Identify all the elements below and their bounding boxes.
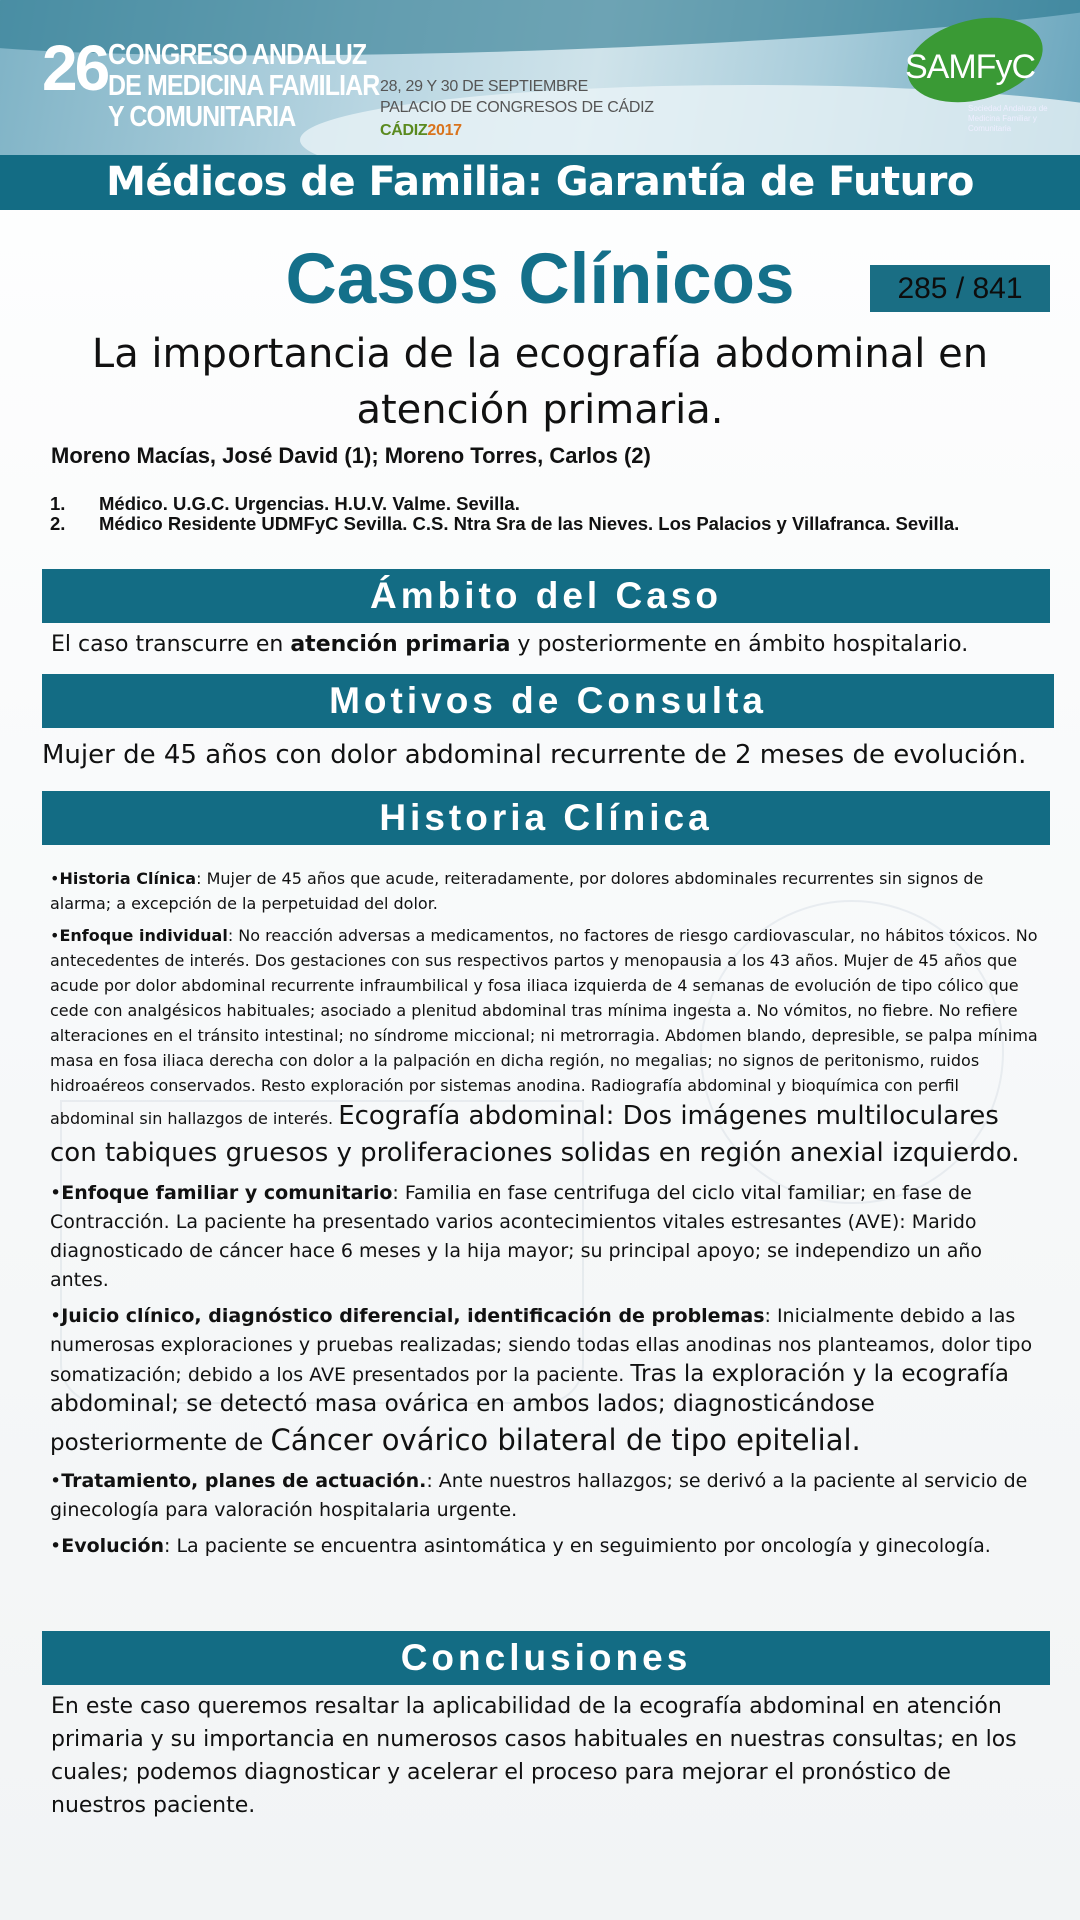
congress-title [108, 40, 379, 133]
paragraph-text: : Inicialmente debido a las numerosas exploraciones y pruebas realizadas; siendo todas ellas anodinas nos planteamos, dolor tipo somatización; debido a los AVE presentados por la paciente. [50, 1305, 1033, 1386]
paragraph-text: : Mujer de 45 años que acude, reiteradamente, por dolores abdominales recurrentes sin signos de alarma; a excepción de la perpetuidad del dolor. [50, 869, 984, 913]
historia-body [50, 866, 1040, 1568]
paragraph-highlight: Cáncer ovárico bilateral de tipo epitelial. [270, 1423, 861, 1457]
affiliation-item [50, 494, 1030, 514]
motivos-text: Mujer de 45 años con dolor abdominal recurrente de 2 meses de evolución. [42, 740, 1027, 770]
section-heading-historia: Historia Clínica [42, 791, 1050, 845]
paragraph-text: : No reacción adversas a medicamentos, no factores de riesgo cardiovascular, no hábitos tóxicos. No antecedentes de interés. Dos gestaciones con sus respectivos partos y menopausia a los 43 años. Mujer de 45 años que acude por dolor abdominal recurrente infraumbilical y fosa iliaca izquierda de 4 semanas de evolución de tipo cólico que cede con analgésicos habituales; asociado a plenitud abdominal tras mínima ingesta a. No vómitos, no fiebre. No refiere alteraciones en el tránsito intestinal; no síndrome miccional; ni metrorragia. Abdomen blando, depresible, se palpa mínima masa en fosa iliaca derecha con dolor a la palpación en dicha región, no megalias; no signos de peritonismo, ruidos hidroaéreos conservados. Resto exploración por sistemas anodina. Radiografía abdominal y bioquímica con perfil abdominal sin hallazgos de interés. [50, 926, 1038, 1128]
tagline: Médicos de Familia: Garantía de Futuro [106, 159, 974, 205]
historia-paragraph: •Historia Clínica: Mujer de 45 años que acude, reiteradamente, por dolores abdominales recurrentes sin signos de alarma; a excepción de la perpetuidad del dolor. [50, 869, 984, 913]
paragraph-highlight: Ecografía abdominal: Dos imágenes multiloculares con tabiques gruesos y proliferaciones solidas en región anexial izquierdo. [50, 1101, 1020, 1168]
congress-number: 26 [42, 32, 108, 104]
paragraph-text: Tras la exploración y la ecografía abdominal; se detectó masa ovárica en ambos lados; diagnosticándose posteriormente de [50, 1361, 1009, 1456]
affiliation-text: Médico. U.G.C. Urgencias. H.U.V. Valme. Sevilla. [99, 493, 520, 514]
samfyc-logo-subtitle: Sociedad Andaluza de Medicina Familiar y Comunitaria [968, 104, 1048, 133]
historia-paragraph: •Enfoque individual: No reacción adversas a medicamentos, no factores de riesgo cardiovascular, no hábitos tóxicos. No antecedentes de interés. Dos gestaciones con sus respectivos partos y menopausia a los 43 años. Mujer de 45 años que acude por dolor abdominal recurrente infraumbilical y fosa iliaca izquierda de 4 semanas de evolución de tipo cólico que cede con analgésicos habituales; asociado a plenitud abdominal tras mínima ingesta a. No vómitos, no fiebre. No refiere alteraciones en el tránsito intestinal; no síndrome miccional; ni metrorragia. Abdomen blando, depresible, se palpa mínima masa en fosa iliaca derecha con dolor a la palpación en dicha región, no megalias; no signos de peritonismo, ruidos hidroaéreos conservados. Resto exploración por sistemas anodina. Radiografía abdominal y bioquímica con perfil abdominal sin hallazgos de interés. Ecografía abdominal: Dos imágenes multiloculares con tabiques gruesos y proliferaciones solidas en región anexial izquierdo. [50, 926, 1038, 1168]
paragraph-text: : Ante nuestros hallazgos; se derivó a la paciente al servicio de ginecología para valoración hospitalaria urgente. [50, 1470, 1028, 1521]
authors: Moreno Macías, José David (1); Moreno Torres, Carlos (2) [51, 443, 651, 468]
paragraph-label: Enfoque individual [59, 926, 228, 945]
section-heading-conclusiones: Conclusiones [42, 1631, 1050, 1685]
paragraph-label: Historia Clínica [59, 869, 197, 888]
paragraph-text: : La paciente se encuentra asintomática y en seguimiento por oncología y ginecología. [164, 1535, 991, 1557]
congress-city [380, 122, 462, 140]
historia-paragraph: •Evolución: La paciente se encuentra asintomática y en seguimiento por oncología y ginecología. [50, 1535, 991, 1557]
historia-paragraph: •Juicio clínico, diagnóstico diferencial, identificación de problemas: Inicialmente debido a las numerosas exploraciones y pruebas realizadas; siendo todas ellas anodinas nos planteamos, dolor tipo somatización; debido a los AVE presentados por la paciente. Tras la exploración y la ecografía abdominal; se detectó masa ovárica en ambos lados; diagnosticándose posteriormente de Cáncer ovárico bilateral de tipo epitelial. [50, 1305, 1033, 1457]
paragraph-label: Enfoque familiar y comunitario [61, 1182, 393, 1204]
affiliation-text: Médico Residente UDMFyC Sevilla. C.S. Ntra Sra de las Nieves. Los Palacios y Villafranca. Sevilla. [99, 513, 960, 534]
congress-date-text: 28, 29 Y 30 DE SEPTIEMBRE [380, 78, 589, 95]
paragraph-text: : Familia en fase centrifuga del ciclo vital familiar; en fase de Contracción. La paciente ha presentado varios acontecimientos vitales estresantes (AVE): Marido diagnosticado de cáncer hace 6 meses y la hija mayor; su principal apoyo; se independizo un año antes. [50, 1182, 983, 1291]
affiliation-number: 2. [50, 513, 66, 534]
congress-dates [380, 76, 654, 118]
congress-year: 2017 [427, 122, 462, 139]
ambito-text-bold: atención primaria [290, 632, 511, 657]
historia-paragraph: •Tratamiento, planes de actuación.: Ante nuestros hallazgos; se derivó a la paciente al servicio de ginecología para valoración hospitalaria urgente. [50, 1470, 1028, 1521]
tagline-bar [0, 155, 1080, 210]
samfyc-logo: SAMFyC [905, 48, 1035, 86]
case-title: La importancia de la ecografía abdominal en atención primaria. [91, 331, 989, 433]
congress-title-line: Y COMUNITARIA [108, 101, 296, 133]
conclusiones-text: En este caso queremos resaltar la aplicabilidad de la ecografía abdominal en atención primaria y su importancia en numerosos casos habituales en nuestras consultas; en los cuales; podemos diagnosticar y acelerar el proceso para mejorar el pronóstico de nuestros paciente. [51, 1694, 1017, 1818]
ambito-text-part: y posteriormente en ámbito hospitalario. [510, 632, 969, 657]
affiliation-item [50, 514, 1030, 534]
city-name: CÁDIZ [380, 122, 428, 139]
case-id-badge: 285 / 841 [870, 265, 1050, 312]
affiliation-number: 1. [50, 493, 66, 514]
congress-title-line: DE MEDICINA FAMILIAR [108, 70, 380, 102]
congress-venue: PALACIO DE CONGRESOS DE CÁDIZ [380, 99, 654, 116]
paragraph-label: Juicio clínico, diagnóstico diferencial, identificación de problemas [61, 1305, 765, 1327]
section-heading-motivos: Motivos de Consulta [42, 674, 1054, 728]
historia-paragraph: •Enfoque familiar y comunitario: Familia en fase centrifuga del ciclo vital familiar; en fase de Contracción. La paciente ha presentado varios acontecimientos vitales estresantes (AVE): Marido diagnosticado de cáncer hace 6 meses y la hija mayor; su principal apoyo; se independizo un año antes. [50, 1182, 983, 1291]
ambito-text [51, 632, 968, 657]
page-title: Casos Clínicos [285, 240, 795, 319]
ambito-text-part: El caso transcurre en [51, 632, 291, 657]
paragraph-label: Tratamiento, planes de actuación. [61, 1470, 427, 1492]
affiliations-list [50, 494, 1030, 534]
congress-title-line: CONGRESO ANDALUZ [108, 39, 367, 71]
paragraph-label: Evolución [61, 1535, 165, 1557]
section-heading-ambito: Ámbito del Caso [42, 569, 1050, 623]
